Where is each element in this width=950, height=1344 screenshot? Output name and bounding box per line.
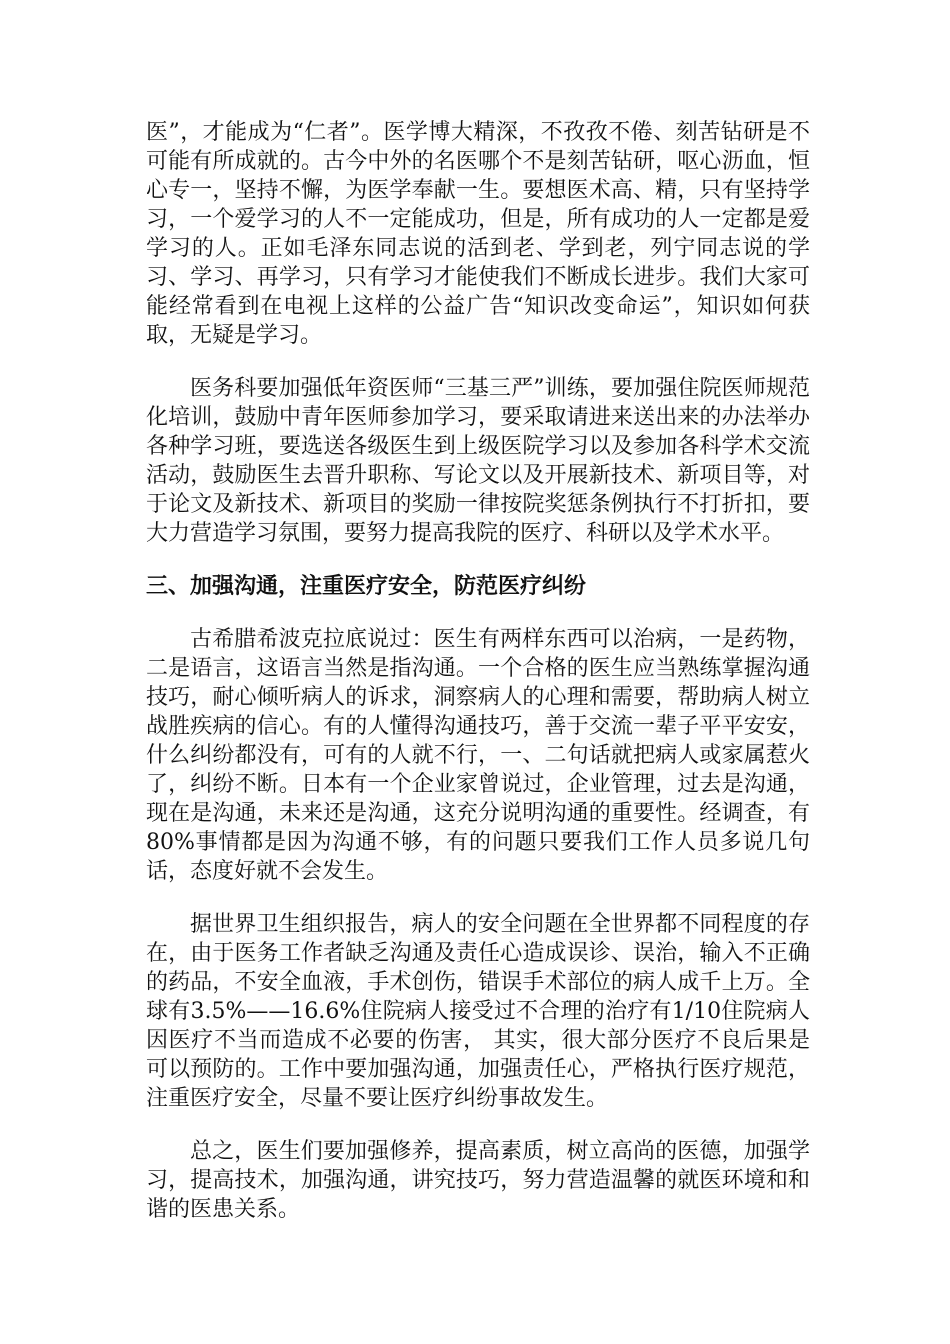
paragraph-training: 医务科要加强低年资医师“三基三严”训练，要加强住院医师规范化培训，鼓励中青年医师参加学习，要采取请进来送出来的办法举办各种学习班，要选送各级医生到上级医院学习以及参加各科学术交流活动，鼓励医生去晋升职称、写论文以及开展新技术、新项目等，对于论文及新技术、新项目的奖励一律按院奖惩条例执行不打折扣，要大力营造学习氛围，要努力提高我院的医疗、科研以及学术水平。 <box>146 376 810 546</box>
section-heading: 三、加强沟通，注重医疗安全，防范医疗纠纷 <box>146 573 587 599</box>
paragraph-patient-safety: 据世界卫生组织报告，病人的安全问题在全世界都不同程度的存在，由于医务工作者缺乏沟通及责任心造成误诊、误治，输入不正确的药品，不安全血液，手术创伤，错误手术部位的病人成千上万。全球有3.5%——16.6%住院病人接受过不合理的治疗有1/10住院病人因医疗不当而造成不必要的伤害， 其实，很大部分医疗不良后果是可以预防的。工作中要加强沟通，加强责任心，严格执行医疗规范，注重医疗安全，尽量不要让医疗纠纷事故发生。 <box>146 912 810 1111</box>
paragraph-conclusion: 总之，医生们要加强修养，提高素质，树立高尚的医德，加强学习，提高技术，加强沟通，讲究技巧，努力营造温馨的就医环境和和谐的医患关系。 <box>146 1139 810 1222</box>
paragraph-communication: 古希腊希波克拉底说过：医生有两样东西可以治病，一是药物，二是语言，这语言当然是指沟通。一个合格的医生应当熟练掌握沟通技巧，耐心倾听病人的诉求，洞察病人的心理和需要，帮助病人树立战胜疾病的信心。有的人懂得沟通技巧，善于交流一辈子平平安安，什么纠纷都没有，可有的人就不行，一、二句话就把病人或家属惹火了，纠纷不断。日本有一个企业家曾说过，企业管理，过去是沟通，现在是沟通，未来还是沟通，这充分说明沟通的重要性。经调查，有80%事情都是因为沟通不够，有的问题只要我们工作人员多说几句话，态度好就不会发生。 <box>146 627 810 884</box>
document-body <box>146 118 810 1248</box>
paragraph-continuation: 医”，才能成为“仁者”。医学博大精深，不孜孜不倦、刻苦钻研是不可能有所成就的。古今中外的名医哪个不是刻苦钻研，呕心沥血，恒心专一，坚持不懈，为医学奉献一生。要想医术高、精，只有坚持学习，一个爱学习的人不一定能成功，但是，所有成功的人一定都是爱学习的人。正如毛泽东同志说的活到老、学到老，列宁同志说的学习、学习、再学习，只有学习才能使我们不断成长进步。我们大家可能经常看到在电视上这样的公益广告“知识改变命运”，知识如何获取，无疑是学习。 <box>146 120 810 348</box>
